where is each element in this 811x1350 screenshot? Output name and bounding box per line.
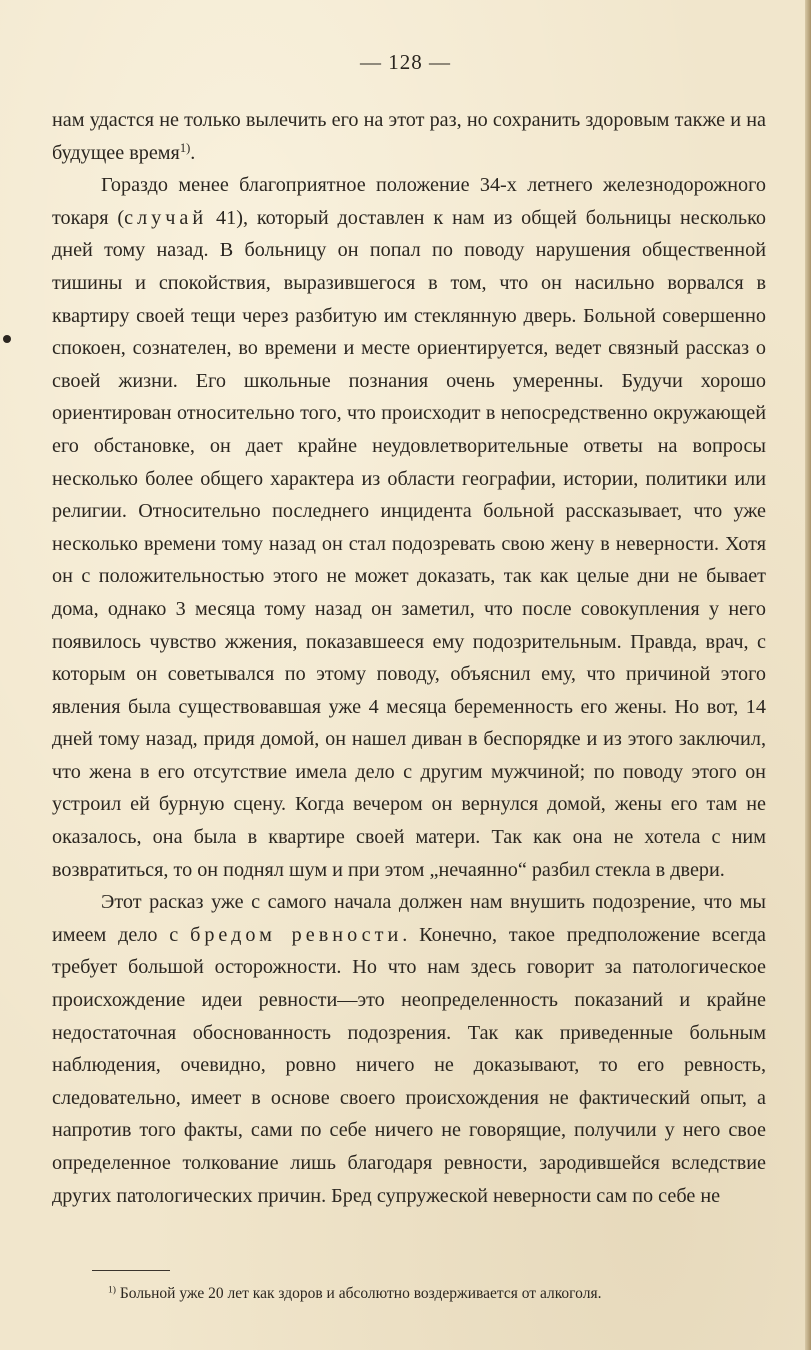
- paragraph-text-cont: . Конечно, такое предположение всегда требует большой осторожности. Но что нам здесь говорит за патологическое происхождение идеи ревности—это неопределенность показаний и крайне недостаточная обоснованность подозрения. Так как приведенные больным наблюдения, очевидно, ровно ничего не доказывают, то его ревность, следовательно, имеет в основе своего происхождения не фактический опыт, а напротив того факты, сами по себе ничего не говорящие, получили у него свое определенное толкование лишь благодаря ревности, зародившейся вследствие других патологических причин. Бред супружеской неверности сам по себе не: [52, 923, 767, 1207]
- body-text: [52, 104, 766, 1212]
- emphasized-term: бредом ревности: [190, 923, 403, 946]
- page-number: — 128 —: [360, 50, 451, 74]
- paragraph-text-end: .: [190, 141, 196, 164]
- footnote-marker: 1): [108, 1284, 116, 1296]
- paragraph-text: нам удастся не только вылечить его на этот раз, но сохранить здоровым также и на будущее время: [52, 109, 766, 164]
- page-edge: [805, 0, 811, 1350]
- paragraph: [52, 886, 766, 1212]
- paragraph: [52, 104, 766, 169]
- paragraph-text: Гораздо менее благоприятное положение 34-х летнего железнодорожного токаря (: [52, 174, 766, 229]
- footnote-reference: 1): [179, 140, 191, 155]
- margin-mark: [3, 335, 11, 343]
- footnote: [108, 1284, 788, 1304]
- paragraph-text: Этот расказ уже с самого начала должен нам внушить подозрение, что мы имеем дело с: [52, 891, 766, 946]
- footnote-divider: [92, 1270, 170, 1271]
- paragraph: [52, 169, 766, 886]
- footnote-text: Больной уже 20 лет как здоров и абсолютно воздерживается от алкоголя.: [116, 1285, 602, 1302]
- paragraph-text-cont: 41), который доставлен к нам из общей больницы несколько дней тому назад. В больницу он попал по поводу нарушения общественной тишины и спокойствия, выразившегося в том, что он насильно ворвался в квартиру своей тещи через разбитую им стеклянную дверь. Больной совершенно спокоен, сознателен, во времени и месте ориентируется, ведет связный рассказ о своей жизни. Его школьные познания очень умеренны. Будучи хорошо ориентирован относительно того, что происходит в непосредственно окружающей его обстановке, он дает крайне неудовлетворительные ответы на вопросы несколько более общего характера из области географии, истории, политики или религии. Относительно последнего инцидента больной рассказывает, что уже несколько времени тому назад он стал подозревать свою жену в неверности. Хотя он с положительностью этого не может доказать, так как целые дни не бывает дома, однако 3 месяца тому назад он заметил, что после совокупления у него появилось чувство жжения, показавшееся ему подозрительным. Правда, врач, с которым он советывался по этому поводу, объяснил ему, что причиной этого явления была существовавшая уже 4 месяца беременность его жены. Но вот, 14 дней тому назад, придя домой, он нашел диван в беспорядке и из этого заключил, что жена в его отсутствие имела дело с другим мужчиной; по поводу этого он устроил ей бурную сцену. Когда вечером он вернулся домой, жены его там не оказалось, она была в квартире своей матери. Так как она не хотела с ним возвратиться, то он поднял шум и при этом „нечаянно“ разбил стекла в двери.: [52, 206, 766, 881]
- case-label: случай: [124, 206, 208, 229]
